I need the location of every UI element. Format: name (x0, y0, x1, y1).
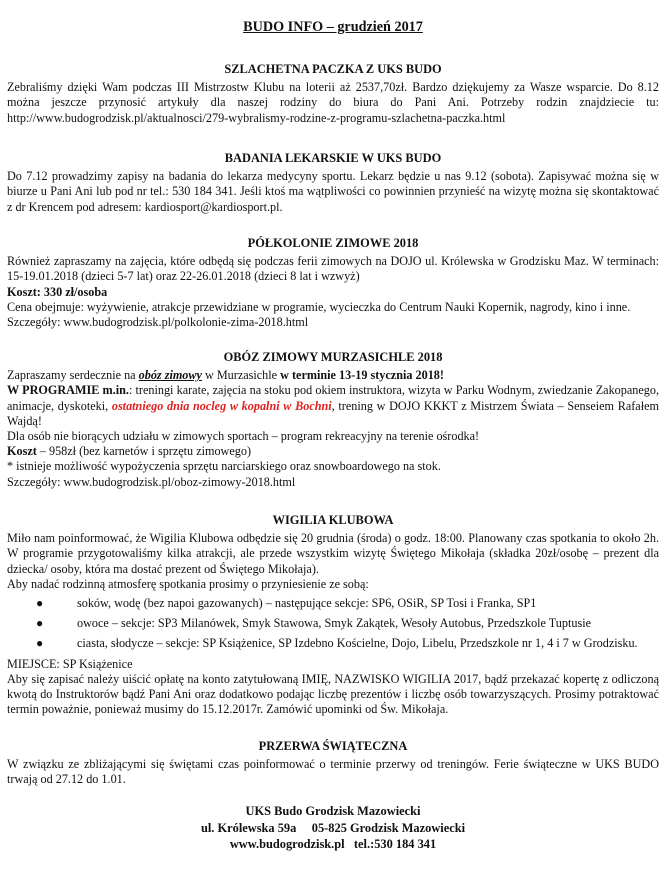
text-run-bold-underline: obóz zimowy (138, 368, 202, 383)
oboz-invitation (7, 368, 659, 383)
section-badania-lekarskie (7, 151, 659, 215)
section-heading: WIGILIA KLUBOWA (272, 513, 394, 527)
cost-value: – 958zł (bez karnetów i sprzętu zimowego) (36, 444, 252, 459)
polkolonie-intro: Również zapraszamy na zajęcia, które odbędą się podczas ferii zimowych na DOJO ul. Królewska w Grodzisku Maz. W terminach: 15-19.01.2018 (dzieci 5-7 lat) oraz 22-26.01.2018 (dzieci 8 lat i wzwyż) (7, 254, 659, 284)
section-polkolonie (7, 236, 659, 330)
section-body: Do 7.12 prowadzimy zapisy na badania do lekarza medycyny sportu. Lekarz będzie u nas 9.12 (sobota). Zapisywać można się w biurze u Pani Ani lub pod nr tel.: 530 184 341. Jeśli ktoś ma wątpliwości co powinnien przynieść na wizytę można się skontaktować z dr Krencem pod adresem: kardiosport@kardiosport.pl. (7, 169, 659, 214)
list-item (7, 616, 659, 631)
footer-address: ul. Królewska 59a 05-825 Grodzisk Mazowiecki (200, 820, 466, 835)
polkolonie-cost: Koszt: 330 zł/osoba (7, 284, 108, 299)
section-heading: BADANIA LEKARSKIE W UKS BUDO (224, 151, 442, 165)
wigilia-intro: Miło nam poinformować, że Wigilia Klubowa odbędzie się 20 grudnia (środa) o godz. 18:00. Planowany czas spotkania to około 2h. W programie przygotowaliśmy kilka atrakcji, ale przede wszystkim wizytę Świętego Mikołaja (składka 20zł/osobę – prezent dla dziecka/ osoby, która ma dostać prezent od Świętego Mikołaja). (7, 531, 659, 576)
section-oboz-zimowy (7, 350, 659, 490)
wigilia-place: MIEJSCE: SP Książenice (7, 656, 133, 671)
section-body: W związku ze zbliżającymi się świętami czas poinformować o terminie przerwy od treningów. Ferie świąteczne w UKS BUDO trwają od 27.12 do 1.01. (7, 757, 659, 787)
cost-label: Koszt (7, 444, 37, 459)
wigilia-signup: Aby się zapisać należy uiścić opłatę na konto zatytułowaną IMIĘ, NAZWISKO WIGILIA 2017, bądź przekazać kopertę z odliczoną kwotą do Instruktorów bądź Pani Ani oraz dodatkowo podając liczbę prezentów i liczbę osób towarzyszących. Prosimy potraktować termin poważnie, ponieważ musimy do 15.12.2017r. Zamówić upominki od Św. Mikołaja. (7, 671, 659, 717)
document-title: BUDO INFO – grudzień 2017 (243, 19, 423, 35)
bullet-icon: ● (36, 636, 44, 651)
section-szlachetna-paczka (7, 62, 659, 126)
list-item-text: soków, wodę (bez napoi gazowanych) – następujące sekcje: SP6, OSiR, SP Tosi i Franka, SP1 (77, 596, 537, 611)
list-item (7, 636, 659, 651)
oboz-details: Szczegóły: www.budogrodzisk.pl/oboz-zimowy-2018.html (7, 474, 296, 489)
oboz-program (7, 383, 659, 429)
polkolonie-includes: Cena obejmuje: wyżywienie, atrakcje przewidziane w programie, wycieczka do Centrum Nauki Kopernik, nagrody, kino i inne. (7, 299, 631, 314)
oboz-rental: * istnieje możliwość wypożyczenia sprzętu narciarskiego oraz snowboardowego na stok. (7, 459, 441, 474)
bullet-icon: ● (36, 616, 44, 631)
list-item (7, 596, 659, 611)
list-item-text: ciasta, słodycze – sekcje: SP Książenice, SP Izdebno Kościelne, Dojo, Libelu, Przedszkole nr 1, 4 i 7 w Grodzisku. (77, 636, 638, 651)
wigilia-ask: Aby nadać rodzinną atmosferę spotkania prosimy o przyniesienie ze sobą: (7, 576, 369, 591)
section-heading: PÓŁKOLONIE ZIMOWE 2018 (247, 236, 419, 250)
text-run: : treningi karate, zajęcia na stoku pod okiem instruktora, wizyta w Parku Wodnym, zwiedzanie Zakopanego, animacje, dyskoteki, (7, 383, 660, 413)
text-run: w Murzasichle (201, 368, 281, 383)
section-body: Zebraliśmy dzięki Wam podczas III Mistrzostw Klubu na loterii aż 2537,70zł. Bardzo dziękujemy za Wasze wsparcie. Do 8.12 można jeszcze przynosić artykuły dla naszej rodziny do biura do Pani Ani. Potrzeby rodzin znajdziecie tu: http://www.budogrodzisk.pl/aktualnosci/279-wybralismy-rodzine-z-programu-szlachetna-paczka.html (7, 80, 659, 125)
footer-org: UKS Budo Grodzisk Mazowiecki (245, 804, 421, 818)
bullet-icon: ● (36, 596, 44, 611)
section-heading: OBÓZ ZIMOWY MURZASICHLE 2018 (223, 350, 443, 364)
wigilia-list (7, 596, 659, 652)
text-run-highlight: ostatniego dnia nocleg w kopalni w Bochni (111, 398, 332, 413)
section-heading: PRZERWA ŚWIĄTECZNA (258, 739, 408, 753)
text-run: Zapraszamy serdecznie na (7, 368, 139, 383)
text-run: , trening w DOJO KKKT z Mistrzem Świata – Senseiem Rafałem Wajdą! (7, 398, 659, 428)
polkolonie-details: Szczegóły: www.budogrodzisk.pl/polkolonie-zima-2018.html (7, 315, 309, 330)
footer-web: www.budogrodzisk.pl tel.:530 184 341 (229, 837, 437, 851)
footer (7, 803, 659, 853)
program-label: W PROGRAMIE m.in. (7, 383, 129, 398)
list-item-text: owoce – sekcje: SP3 Milanówek, Smyk Stawowa, Smyk Zakątek, Wesoły Autobus, Przedszkole Tuptusie (77, 616, 592, 631)
oboz-cost (7, 444, 659, 459)
section-wigilia (7, 513, 659, 717)
section-przerwa (7, 739, 659, 788)
section-heading: SZLACHETNA PACZKA Z UKS BUDO (224, 62, 442, 76)
text-run-bold: w terminie 13-19 stycznia 2018! (280, 368, 444, 383)
oboz-non-ski: Dla osób nie biorących udziału w zimowych sportach – program rekreacyjny na terenie ośrodka! (7, 429, 480, 444)
